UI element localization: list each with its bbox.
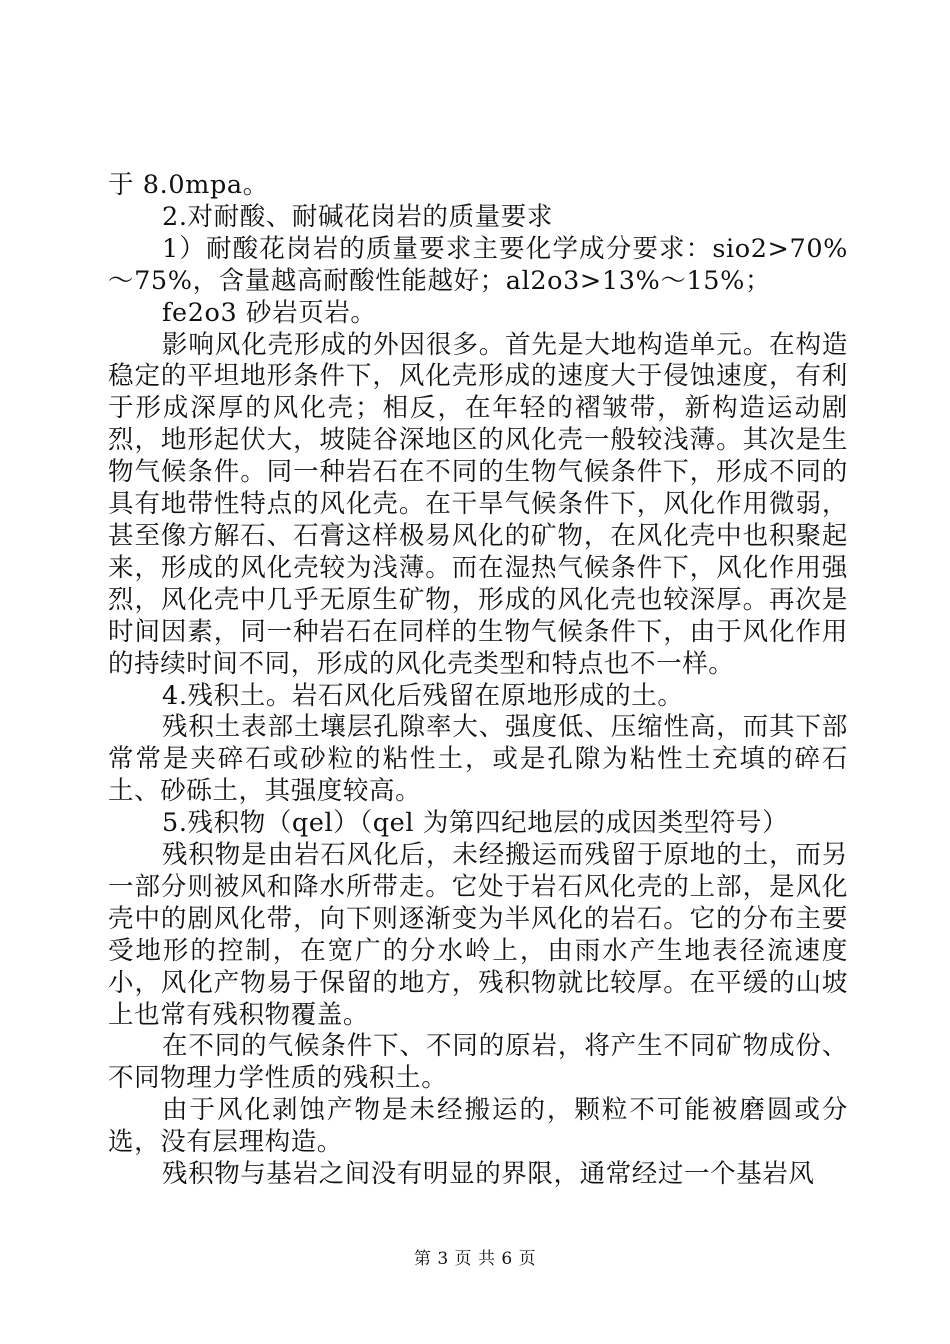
paragraph-2: 2.对耐酸、耐碱花岗岩的质量要求 bbox=[162, 201, 553, 232]
paragraph-12: 残积物与基岩之间没有明显的界限，通常经过一个基岩风 bbox=[162, 1159, 815, 1190]
paragraph-1: 于 8.0mpa。 bbox=[108, 170, 269, 200]
paragraph-3: 1）耐酸花岗岩的质量要求主要化学成分要求：sio2>70%～75%，含量越高耐酸性能越好；al2o3>13%～15%； bbox=[108, 233, 848, 296]
paragraph-9: 残积物是由岩石风化后，未经搬运而残留于原地的土，而另一部分则被风和降水所带走。它处于岩石风化壳的上部，是风化壳中的剧风化带，向下则逐渐变为半风化的岩石。它的分布主要受地形的控制，在宽广的分水岭上，由雨水产生地表径流速度小，风化产物易于保留的地方，残积物就比较厚。在平缓的山坡上也常有残积物覆盖。 bbox=[108, 840, 848, 1030]
paragraph-7: 残积土表部土壤层孔隙率大、强度低、压缩性高，而其下部常常是夹碎石或砂粒的粘性土，或是孔隙为粘性土充填的碎石土、砂砾土，其强度较高。 bbox=[108, 712, 848, 807]
paragraph-4: fe2o3 砂岩页岩。 bbox=[162, 297, 377, 328]
page-footer bbox=[0, 1244, 950, 1269]
paragraph-6: 4.残积土。岩石风化后残留在原地形成的土。 bbox=[162, 680, 684, 711]
paragraph-10: 在不同的气候条件下、不同的原岩，将产生不同矿物成份、不同物理力学性质的残积土。 bbox=[108, 1031, 848, 1094]
paragraph-5: 影响风化壳形成的外因很多。首先是大地构造单元。在构造稳定的平坦地形条件下，风化壳形成的速度大于侵蚀速度，有利于形成深厚的风化壳；相反，在年轻的褶皱带，新构造运动剧烈，地形起伏大，坡陡谷深地区的风化壳一般较浅薄。其次是生物气候条件。同一种岩石在不同的生物气候条件下，形成不同的具有地带性特点的风化壳。在干旱气候条件下，风化作用微弱，甚至像方解石、石膏这样极易风化的矿物，在风化壳中也积聚起来，形成的风化壳较为浅薄。而在湿热气候条件下，风化作用强烈，风化壳中几乎无原生矿物，形成的风化壳也较深厚。再次是时间因素，同一种岩石在同样的生物气候条件下，由于风化作用的持续时间不同，形成的风化壳类型和特点也不一样。 bbox=[108, 329, 848, 679]
paragraph-11: 由于风化剥蚀产物是未经搬运的，颗粒不可能被磨圆或分选，没有层理构造。 bbox=[108, 1095, 848, 1158]
paragraph-8: 5.残积物（qel）（qel 为第四纪地层的成因类型符号） bbox=[162, 808, 789, 839]
page-number-label: 第 3 页 共 6 页 bbox=[413, 1249, 537, 1269]
document-body bbox=[108, 170, 848, 1191]
